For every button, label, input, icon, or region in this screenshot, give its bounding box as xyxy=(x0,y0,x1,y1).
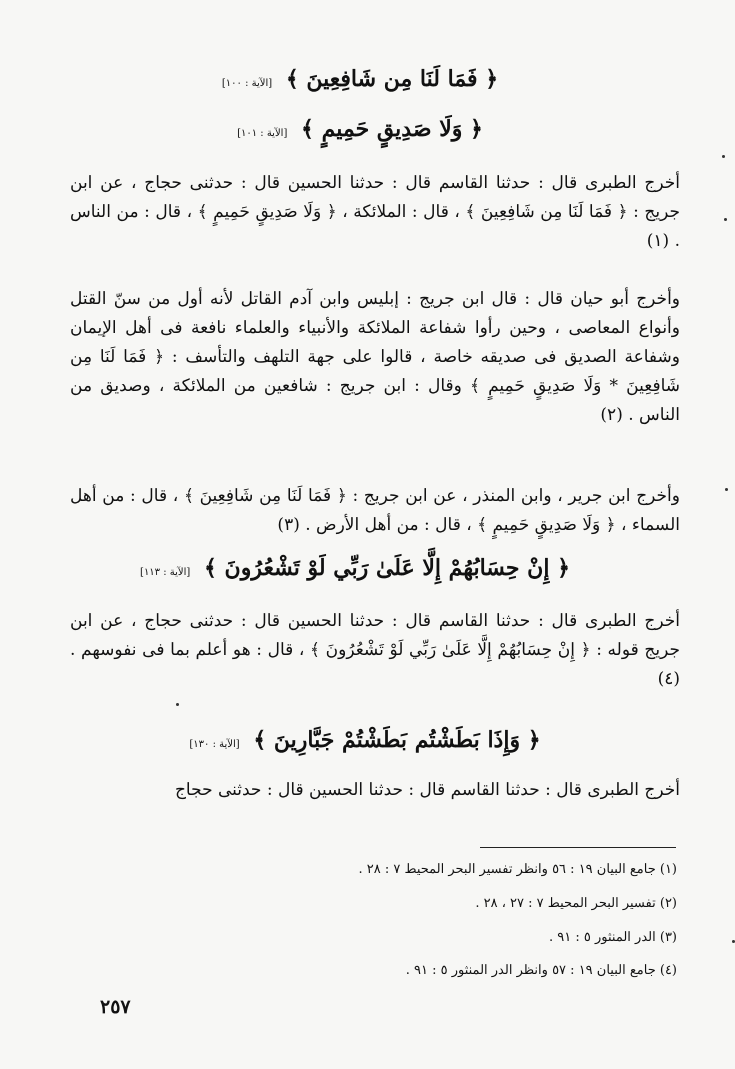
paragraph-3 xyxy=(70,482,680,540)
footnote-3: (٣) الدر المنثور ٥ : ٩١ . xyxy=(548,930,677,945)
scan-speck xyxy=(725,488,728,491)
scan-speck xyxy=(724,218,727,221)
footnote-2: (٢) تفسير البحر المحيط ٧ : ٢٧ ، ٢٨ . xyxy=(475,896,677,911)
page-number: ٢٥٧ xyxy=(100,996,131,1018)
paragraph-4 xyxy=(70,607,680,694)
paragraph-text: وأخرج أبو حيان قال : قال ابن جريج : إبليس وابن آدم القاتل لأنه أول من سنّ القتل وأنواع المعاصى ، وحين رأوا شفاعة الملائكة والأنبياء والعلماء نافعة فى أهل الإيمان وشفاعة الصديق فى صديقه خاصة ، قالوا على جهة التلهف والتأسف : ﴿ فَمَا لَنَا مِن شَافِعِينَ * وَلَا صَدِيقٍ حَمِيمٍ ﴾ وقال : ابن جريج : شافعين من الملائكة ، وصديق من الناس . (٢) xyxy=(70,289,680,425)
verse-heading-113 xyxy=(140,555,570,581)
footnote-1: (١) جامع البيان ١٩ : ٥٦ وانظر تفسير البحر المحيط ٧ : ٢٨ . xyxy=(358,862,677,877)
paragraph-text: وأخرج ابن جرير ، وابن المنذر ، عن ابن جريج : ﴿ فَمَا لَنَا مِن شَافِعِينَ ﴾ ، قال : من أهل السماء ، ﴿ وَلَا صَدِيقٍ حَمِيمٍ ﴾ ، قال : من أهل الأرض . (٣) xyxy=(70,486,680,535)
paragraph-1 xyxy=(70,169,680,256)
verse-heading-101 xyxy=(200,116,520,142)
verse-text: ﴿ وَإِذَا بَطَشْتُم بَطَشْتُمْ جَبَّارِينَ ﴾ xyxy=(253,727,541,753)
verse-text: ﴿ وَلَا صَدِيقٍ حَمِيمٍ ﴾ xyxy=(301,116,483,142)
verse-heading-130 xyxy=(170,727,560,753)
verse-ref: [الآية : ١١٣] xyxy=(140,567,191,578)
verse-ref: [الآية : ١٣٠] xyxy=(189,739,240,750)
paragraph-text: أخرج الطبرى قال : حدثنا القاسم قال : حدثنا الحسين قال : حدثنى حجاج xyxy=(174,780,680,800)
scan-speck xyxy=(176,703,179,706)
scan-speck xyxy=(722,155,725,158)
paragraph-2 xyxy=(70,285,680,430)
paragraph-text: أخرج الطبرى قال : حدثنا القاسم قال : حدثنا الحسين قال : حدثنى حجاج ، عن ابن جريج : ﴿ فَمَا لَنَا مِن شَافِعِينَ ﴾ ، قال : الملائكة ، ﴿ وَلَا صَدِيقٍ حَمِيمٍ ﴾ ، قال : من الناس . (١) xyxy=(70,173,680,251)
paragraph-5 xyxy=(70,776,680,805)
footnote-divider xyxy=(480,847,676,848)
footnote-4: (٤) جامع البيان ١٩ : ٥٧ وانظر الدر المنثور ٥ : ٩١ . xyxy=(405,963,677,978)
verse-ref: [الآية : ١٠١] xyxy=(237,128,288,139)
paragraph-text: أخرج الطبرى قال : حدثنا القاسم قال : حدثنا الحسين قال : حدثنى حجاج ، عن ابن جريج قوله : ﴿ إِنْ حِسَابُهُمْ إِلَّا عَلَىٰ رَبِّي لَوْ تَشْعُرُونَ ﴾ ، قال : هو أعلم بما فى نفوسهم . (٤) xyxy=(70,611,680,689)
verse-heading-100 xyxy=(180,66,540,92)
verse-ref: [الآية : ١٠٠] xyxy=(221,78,273,89)
verse-text: ﴿ إِنْ حِسَابُهُمْ إِلَّا عَلَىٰ رَبِّي لَوْ تَشْعُرُونَ ﴾ xyxy=(204,555,570,581)
verse-text: ﴿ فَمَا لَنَا مِن شَافِعِينَ ﴾ xyxy=(285,66,499,92)
